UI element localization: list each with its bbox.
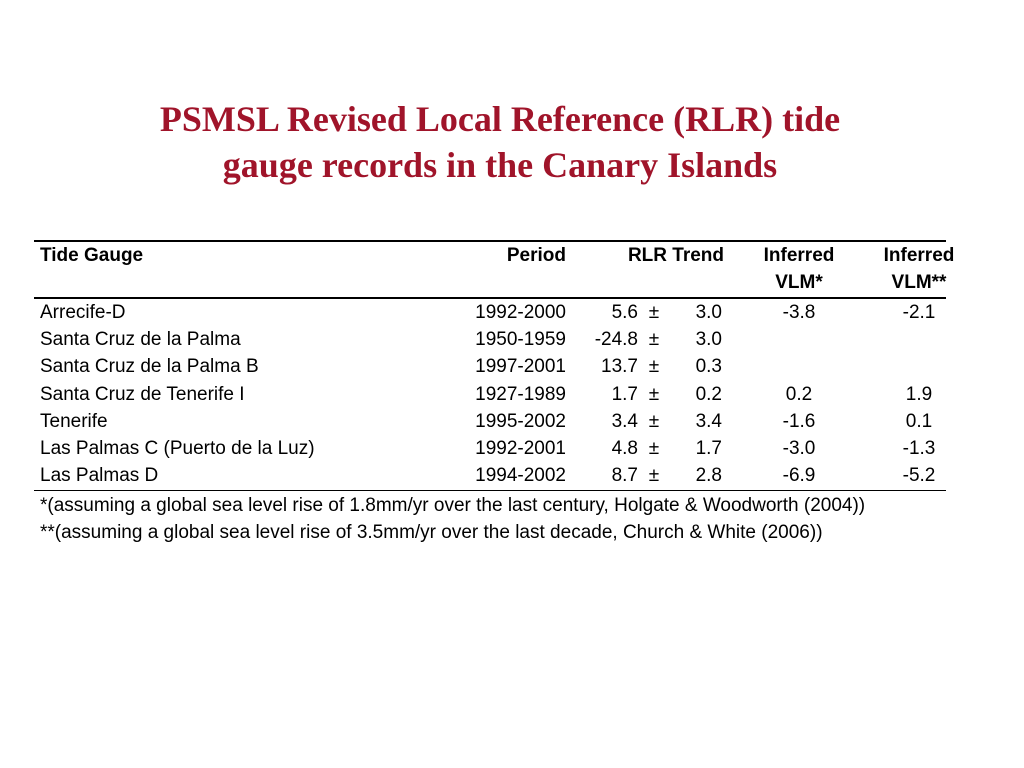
cell-plus-minus: ± <box>648 302 660 323</box>
footnote-1: *(assuming a global sea level rise of 1.8mm/yr over the last century, Holgate & Woodworth (2004)) <box>40 495 866 516</box>
cell-plus-minus: ± <box>648 356 660 378</box>
cell-rlr-error: 3.4 <box>695 410 722 432</box>
cell-inferred-vlm1: -1.6 <box>782 410 816 432</box>
cell-rlr-error: 1.7 <box>695 437 722 459</box>
cell-rlr-value: 5.6 <box>611 302 638 323</box>
cell-rlr-value: -24.8 <box>594 329 638 351</box>
header-vlm2-line2: VLM** <box>891 272 947 293</box>
table-row <box>34 463 946 490</box>
cell-rlr-error: 2.8 <box>695 465 722 487</box>
cell-plus-minus: ± <box>648 383 660 405</box>
cell-period: 1995-2002 <box>475 410 566 432</box>
cell-rlr-value: 3.4 <box>611 410 638 432</box>
title-line-2: gauge records in the Canary Islands <box>222 145 778 185</box>
cell-period: 1994-2002 <box>475 465 566 487</box>
cell-plus-minus: ± <box>648 329 660 351</box>
header-rlr-trend: RLR Trend <box>627 245 724 266</box>
cell-period: 1997-2001 <box>475 356 566 378</box>
cell-period: 1992-2000 <box>475 302 566 323</box>
table-header <box>34 240 955 299</box>
header-vlm1-line2: VLM* <box>775 272 823 293</box>
cell-tide-gauge: Las Palmas C (Puerto de la Luz) <box>40 437 315 459</box>
table-row <box>34 354 946 381</box>
table-row <box>34 409 946 436</box>
cell-inferred-vlm2: -2.1 <box>902 302 936 323</box>
cell-rlr-error: 3.0 <box>695 329 722 351</box>
cell-rlr-error: 3.0 <box>695 302 722 323</box>
cell-inferred-vlm2: -1.3 <box>902 437 936 459</box>
cell-rlr-value: 13.7 <box>601 356 638 378</box>
cell-tide-gauge: Santa Cruz de Tenerife I <box>40 383 245 405</box>
cell-inferred-vlm1: -3.8 <box>782 302 816 323</box>
table-row <box>34 382 946 409</box>
cell-rlr-error: 0.3 <box>695 356 722 378</box>
slide-title <box>0 96 1000 188</box>
cell-plus-minus: ± <box>648 410 660 432</box>
cell-rlr-value: 4.8 <box>611 437 638 459</box>
tide-gauge-table <box>34 240 955 491</box>
cell-inferred-vlm2: -5.2 <box>902 465 936 487</box>
cell-plus-minus: ± <box>648 437 660 459</box>
cell-rlr-value: 8.7 <box>611 465 638 487</box>
header-vlm2-line1: Inferred <box>883 245 955 266</box>
cell-tide-gauge: Arrecife-D <box>40 302 126 323</box>
cell-period: 1992-2001 <box>475 437 566 459</box>
cell-period: 1927-1989 <box>475 383 566 405</box>
table-body <box>34 299 946 491</box>
header-period: Period <box>506 245 566 266</box>
footnote-2: **(assuming a global sea level rise of 3.5mm/yr over the last decade, Church & White (2006)) <box>40 522 823 543</box>
cell-inferred-vlm2: 1.9 <box>905 383 933 405</box>
table-row <box>34 327 946 354</box>
cell-rlr-value: 1.7 <box>611 383 638 405</box>
cell-tide-gauge: Santa Cruz de la Palma <box>40 329 241 351</box>
cell-inferred-vlm1: 0.2 <box>785 383 813 405</box>
cell-inferred-vlm1: -3.0 <box>782 437 816 459</box>
cell-tide-gauge: Las Palmas D <box>40 465 159 487</box>
cell-plus-minus: ± <box>648 465 660 487</box>
header-tide-gauge: Tide Gauge <box>40 245 144 266</box>
header-vlm1-line1: Inferred <box>763 245 835 266</box>
cell-inferred-vlm1: -6.9 <box>782 465 816 487</box>
cell-period: 1950-1959 <box>475 329 566 351</box>
cell-rlr-error: 0.2 <box>695 383 722 405</box>
footnotes <box>40 492 865 546</box>
title-line-1: PSMSL Revised Local Reference (RLR) tide <box>159 99 841 139</box>
cell-tide-gauge: Tenerife <box>40 410 108 432</box>
table-row <box>34 300 946 327</box>
cell-tide-gauge: Santa Cruz de la Palma B <box>40 356 259 378</box>
cell-inferred-vlm2: 0.1 <box>905 410 933 432</box>
table-row <box>34 436 946 463</box>
